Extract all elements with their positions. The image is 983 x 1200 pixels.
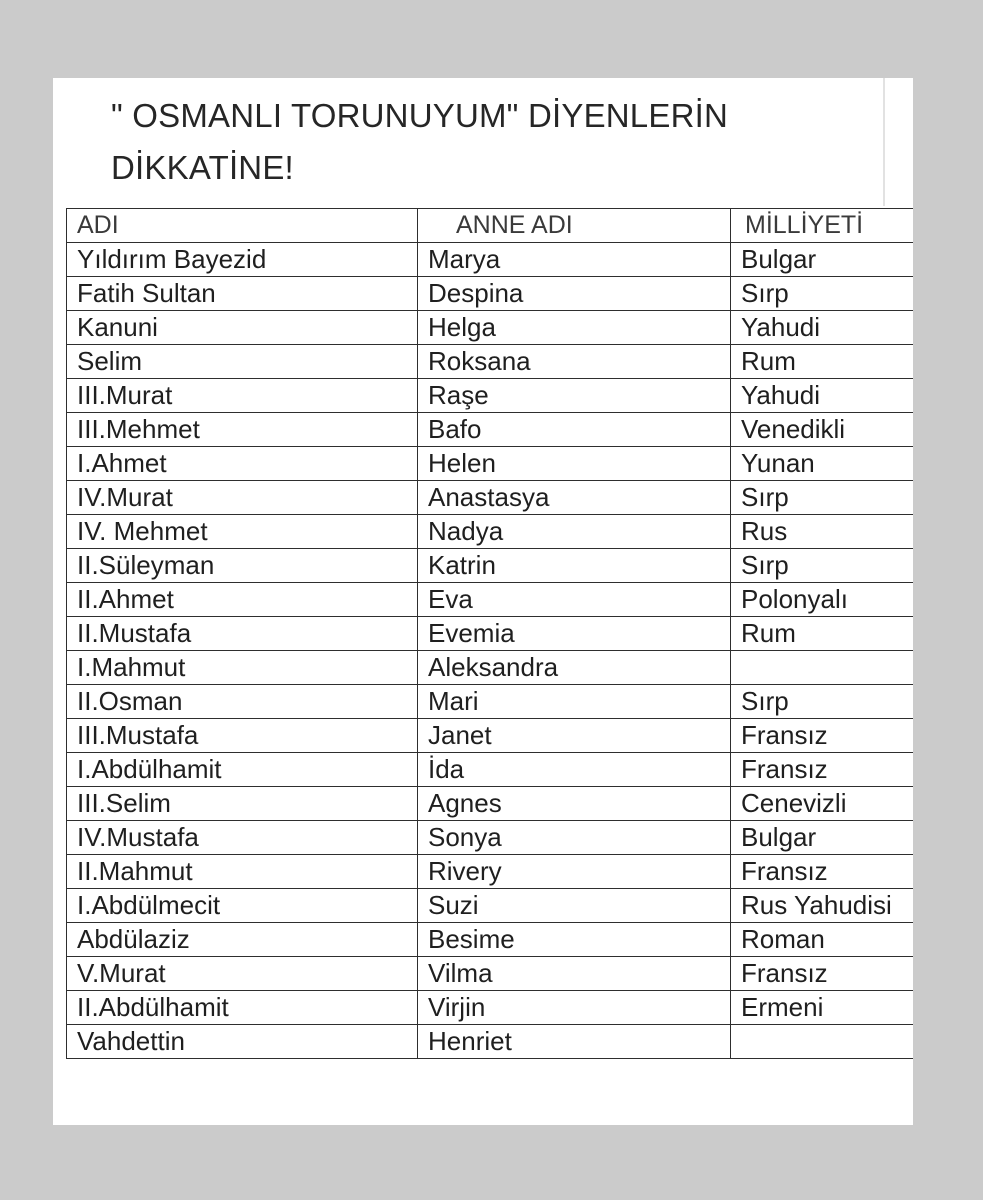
table-row bbox=[67, 855, 914, 889]
cell-nationality: Rus Yahudisi bbox=[731, 889, 914, 923]
cell-mother-name: Marya bbox=[418, 243, 731, 277]
cell-nationality: Sırp bbox=[731, 549, 914, 583]
cell-mother-name: Sonya bbox=[418, 821, 731, 855]
cell-name: III.Selim bbox=[67, 787, 418, 821]
table-row bbox=[67, 719, 914, 753]
cell-name: I.Abdülmecit bbox=[67, 889, 418, 923]
column-header-name: ADI bbox=[67, 209, 418, 243]
table-row bbox=[67, 515, 914, 549]
cell-mother-name: Despina bbox=[418, 277, 731, 311]
cell-mother-name: Besime bbox=[418, 923, 731, 957]
cell-name: I.Abdülhamit bbox=[67, 753, 418, 787]
cell-nationality: Rus bbox=[731, 515, 914, 549]
cell-nationality bbox=[731, 1025, 914, 1059]
cell-nationality: Yahudi bbox=[731, 311, 914, 345]
cell-name: Kanuni bbox=[67, 311, 418, 345]
table-row bbox=[67, 651, 914, 685]
cell-name: III.Mehmet bbox=[67, 413, 418, 447]
cell-name: I.Mahmut bbox=[67, 651, 418, 685]
cell-name: I.Ahmet bbox=[67, 447, 418, 481]
table-row bbox=[67, 991, 914, 1025]
cell-name: IV. Mehmet bbox=[67, 515, 418, 549]
cell-nationality: Rum bbox=[731, 617, 914, 651]
cell-nationality: Fransız bbox=[731, 719, 914, 753]
table-row bbox=[67, 923, 914, 957]
table-row bbox=[67, 447, 914, 481]
table-row bbox=[67, 821, 914, 855]
cell-name: Selim bbox=[67, 345, 418, 379]
table-body bbox=[67, 243, 914, 1059]
cell-nationality: Polonyalı bbox=[731, 583, 914, 617]
cell-mother-name: Henriet bbox=[418, 1025, 731, 1059]
cell-mother-name: Helen bbox=[418, 447, 731, 481]
cell-name: Fatih Sultan bbox=[67, 277, 418, 311]
table-row bbox=[67, 957, 914, 991]
table-row bbox=[67, 345, 914, 379]
table-row bbox=[67, 481, 914, 515]
cell-mother-name: Agnes bbox=[418, 787, 731, 821]
cell-mother-name: Rivery bbox=[418, 855, 731, 889]
table-row bbox=[67, 379, 914, 413]
table-row bbox=[67, 413, 914, 447]
cell-mother-name: Roksana bbox=[418, 345, 731, 379]
cell-nationality: Sırp bbox=[731, 277, 914, 311]
table-header-row bbox=[67, 209, 914, 243]
cell-nationality: Rum bbox=[731, 345, 914, 379]
table-row bbox=[67, 787, 914, 821]
table-row bbox=[67, 753, 914, 787]
cell-mother-name: Helga bbox=[418, 311, 731, 345]
cell-name: II.Abdülhamit bbox=[67, 991, 418, 1025]
table-row bbox=[67, 277, 914, 311]
cell-name: Abdülaziz bbox=[67, 923, 418, 957]
cell-mother-name: Nadya bbox=[418, 515, 731, 549]
cell-nationality: Ermeni bbox=[731, 991, 914, 1025]
cell-name: II.Süleyman bbox=[67, 549, 418, 583]
cell-nationality: Bulgar bbox=[731, 821, 914, 855]
cell-name: II.Osman bbox=[67, 685, 418, 719]
sultans-table bbox=[66, 208, 913, 1059]
cell-nationality: Sırp bbox=[731, 481, 914, 515]
document-sheet bbox=[53, 78, 913, 1125]
cell-name: V.Murat bbox=[67, 957, 418, 991]
cell-mother-name: İda bbox=[418, 753, 731, 787]
cell-name: II.Mustafa bbox=[67, 617, 418, 651]
column-header-nationality: MİLLİYETİ bbox=[731, 209, 914, 243]
cell-nationality: Fransız bbox=[731, 957, 914, 991]
cell-name: IV.Murat bbox=[67, 481, 418, 515]
table-row bbox=[67, 583, 914, 617]
title-box bbox=[83, 78, 885, 206]
cell-mother-name: Virjin bbox=[418, 991, 731, 1025]
cell-mother-name: Raşe bbox=[418, 379, 731, 413]
cell-nationality bbox=[731, 651, 914, 685]
table-row bbox=[67, 243, 914, 277]
cell-name: II.Ahmet bbox=[67, 583, 418, 617]
table-row bbox=[67, 617, 914, 651]
cell-name: Vahdettin bbox=[67, 1025, 418, 1059]
cell-mother-name: Mari bbox=[418, 685, 731, 719]
cell-nationality: Sırp bbox=[731, 685, 914, 719]
cell-mother-name: Eva bbox=[418, 583, 731, 617]
cell-nationality: Fransız bbox=[731, 855, 914, 889]
cell-name: III.Murat bbox=[67, 379, 418, 413]
cell-name: II.Mahmut bbox=[67, 855, 418, 889]
table-row bbox=[67, 685, 914, 719]
cell-nationality: Bulgar bbox=[731, 243, 914, 277]
cell-mother-name: Vilma bbox=[418, 957, 731, 991]
table-row bbox=[67, 889, 914, 923]
cell-mother-name: Suzi bbox=[418, 889, 731, 923]
cell-nationality: Yunan bbox=[731, 447, 914, 481]
cell-nationality: Roman bbox=[731, 923, 914, 957]
table-row bbox=[67, 311, 914, 345]
document-title: " OSMANLI TORUNUYUM" DİYENLERİN DİKKATİNE! bbox=[111, 97, 729, 186]
cell-name: III.Mustafa bbox=[67, 719, 418, 753]
cell-mother-name: Katrin bbox=[418, 549, 731, 583]
cell-mother-name: Aleksandra bbox=[418, 651, 731, 685]
cell-nationality: Fransız bbox=[731, 753, 914, 787]
table-row bbox=[67, 549, 914, 583]
cell-nationality: Yahudi bbox=[731, 379, 914, 413]
cell-mother-name: Anastasya bbox=[418, 481, 731, 515]
cell-mother-name: Bafo bbox=[418, 413, 731, 447]
cell-mother-name: Evemia bbox=[418, 617, 731, 651]
column-header-mother: ANNE ADI bbox=[418, 209, 731, 243]
cell-nationality: Cenevizli bbox=[731, 787, 914, 821]
cell-name: IV.Mustafa bbox=[67, 821, 418, 855]
cell-nationality: Venedikli bbox=[731, 413, 914, 447]
table-row bbox=[67, 1025, 914, 1059]
cell-mother-name: Janet bbox=[418, 719, 731, 753]
cell-name: Yıldırım Bayezid bbox=[67, 243, 418, 277]
